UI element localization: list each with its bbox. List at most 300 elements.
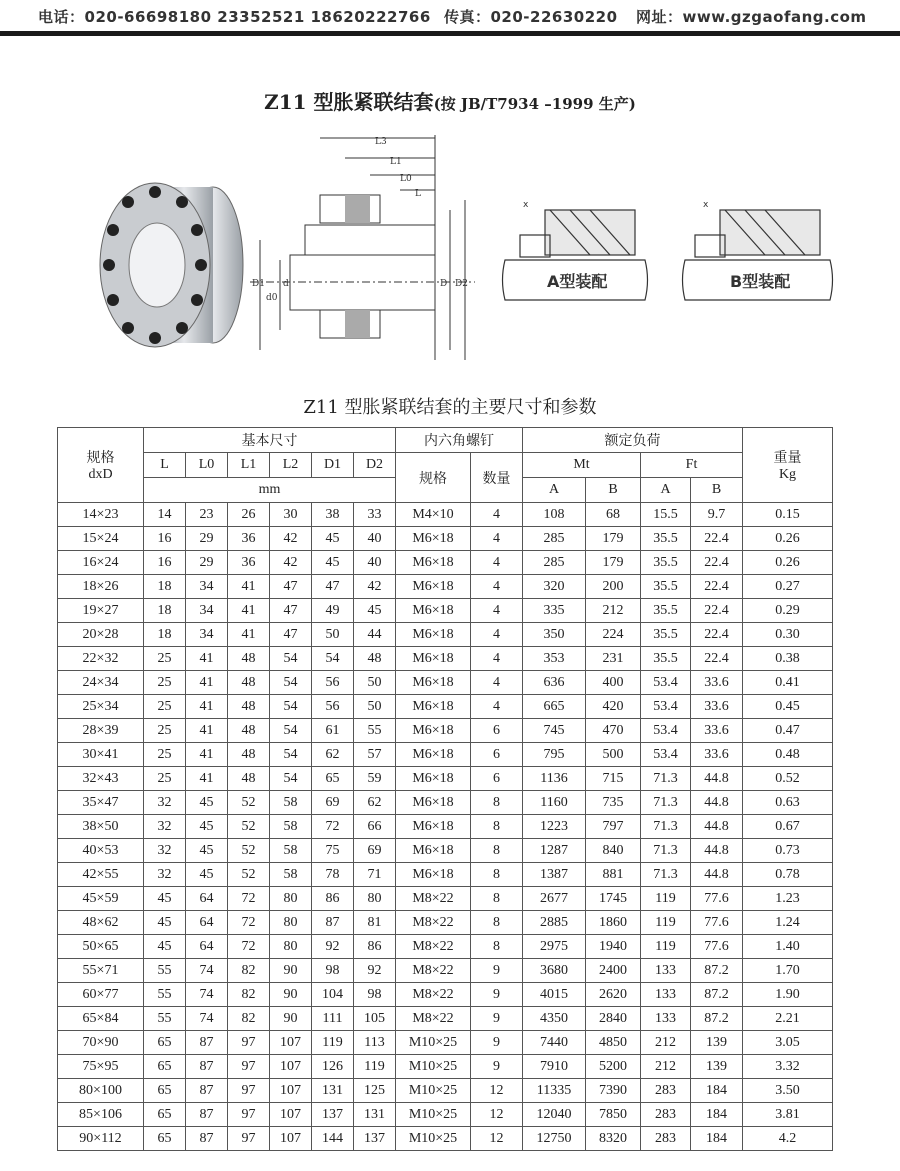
table-cell: 65 bbox=[144, 1031, 186, 1055]
table-cell: 0.27 bbox=[743, 575, 833, 599]
table-cell: 92 bbox=[354, 959, 396, 983]
basic-size-header: 基本尺寸 bbox=[144, 428, 396, 453]
table-cell: 119 bbox=[354, 1055, 396, 1079]
table-row bbox=[58, 551, 833, 575]
table-cell: 1.23 bbox=[743, 887, 833, 911]
table-cell: 41 bbox=[228, 575, 270, 599]
table-cell: 2.21 bbox=[743, 1007, 833, 1031]
table-cell: 53.4 bbox=[641, 671, 691, 695]
table-cell: 87 bbox=[186, 1079, 228, 1103]
table-cell: 420 bbox=[586, 695, 641, 719]
table-cell: 80×100 bbox=[58, 1079, 144, 1103]
table-cell: 48 bbox=[228, 743, 270, 767]
label-l0: L0 bbox=[400, 174, 412, 184]
table-cell: 47 bbox=[312, 575, 354, 599]
table-cell: 54 bbox=[270, 719, 312, 743]
table-cell: 3.81 bbox=[743, 1103, 833, 1127]
table-cell: 41 bbox=[186, 719, 228, 743]
table-cell: 745 bbox=[523, 719, 586, 743]
table-cell: 4 bbox=[471, 599, 523, 623]
table-cell: 41 bbox=[228, 599, 270, 623]
table-cell: 1136 bbox=[523, 767, 586, 791]
table-row bbox=[58, 503, 833, 527]
table-cell: 0.26 bbox=[743, 527, 833, 551]
table-cell: 48 bbox=[354, 647, 396, 671]
table-cell: 3.32 bbox=[743, 1055, 833, 1079]
kg-label: Kg bbox=[778, 467, 797, 482]
table-cell: 85×106 bbox=[58, 1103, 144, 1127]
table-cell: 3680 bbox=[523, 959, 586, 983]
table-cell: 0.26 bbox=[743, 551, 833, 575]
table-cell: 49 bbox=[312, 599, 354, 623]
table-cell: 1.70 bbox=[743, 959, 833, 983]
table-cell: 1387 bbox=[523, 863, 586, 887]
table-row bbox=[58, 1031, 833, 1055]
table-cell: 52 bbox=[228, 791, 270, 815]
table-cell: 107 bbox=[270, 1079, 312, 1103]
table-cell: 8320 bbox=[586, 1127, 641, 1151]
table-cell: M6×18 bbox=[396, 551, 471, 575]
table-cell: 53.4 bbox=[641, 719, 691, 743]
table-cell: 50×65 bbox=[58, 935, 144, 959]
table-cell: 75×95 bbox=[58, 1055, 144, 1079]
table-cell: 22.4 bbox=[691, 551, 743, 575]
table-cell: 0.73 bbox=[743, 839, 833, 863]
table-cell: 23 bbox=[186, 503, 228, 527]
table-cell: 7850 bbox=[586, 1103, 641, 1127]
table-cell: 48 bbox=[228, 695, 270, 719]
assembly-diagrams bbox=[495, 195, 840, 310]
table-cell: 35.5 bbox=[641, 551, 691, 575]
table-cell: 131 bbox=[354, 1103, 396, 1127]
table-cell: 29 bbox=[186, 527, 228, 551]
table-cell: 1860 bbox=[586, 911, 641, 935]
table-cell: 29 bbox=[186, 551, 228, 575]
table-cell: 139 bbox=[691, 1031, 743, 1055]
bolt-spec-header: 规格 bbox=[396, 453, 471, 503]
table-cell: 47 bbox=[270, 599, 312, 623]
table-cell: 15.5 bbox=[641, 503, 691, 527]
table-cell: 1.24 bbox=[743, 911, 833, 935]
table-cell: 636 bbox=[523, 671, 586, 695]
table-cell: 58 bbox=[270, 863, 312, 887]
table-cell: 44 bbox=[354, 623, 396, 647]
table-cell: 28×39 bbox=[58, 719, 144, 743]
table-cell: 90 bbox=[270, 983, 312, 1007]
table-cell: 53.4 bbox=[641, 743, 691, 767]
table-cell: 0.48 bbox=[743, 743, 833, 767]
table-cell: 18 bbox=[144, 575, 186, 599]
table-cell: 125 bbox=[354, 1079, 396, 1103]
label-l3: L3 bbox=[375, 137, 387, 147]
table-cell: 16 bbox=[144, 527, 186, 551]
table-cell: 71 bbox=[354, 863, 396, 887]
table-cell: 44.8 bbox=[691, 863, 743, 887]
table-cell: 65 bbox=[144, 1127, 186, 1151]
table-cell: 0.30 bbox=[743, 623, 833, 647]
table-cell: 44.8 bbox=[691, 791, 743, 815]
table-cell: 77.6 bbox=[691, 935, 743, 959]
table-cell: 35.5 bbox=[641, 599, 691, 623]
table-cell: 44.8 bbox=[691, 815, 743, 839]
table-cell: 4015 bbox=[523, 983, 586, 1007]
table-cell: 92 bbox=[312, 935, 354, 959]
table-cell: 2677 bbox=[523, 887, 586, 911]
table-cell: 4850 bbox=[586, 1031, 641, 1055]
table-cell: 45×59 bbox=[58, 887, 144, 911]
table-cell: 53.4 bbox=[641, 695, 691, 719]
table-cell: M6×18 bbox=[396, 671, 471, 695]
table-cell: M6×18 bbox=[396, 575, 471, 599]
table-cell: 50 bbox=[354, 671, 396, 695]
table-cell: 44.8 bbox=[691, 767, 743, 791]
col-l1: L1 bbox=[228, 453, 270, 478]
table-cell: 54 bbox=[270, 671, 312, 695]
table-cell: M6×18 bbox=[396, 791, 471, 815]
table-cell: 33.6 bbox=[691, 743, 743, 767]
table-cell: 22.4 bbox=[691, 527, 743, 551]
table-cell: 71.3 bbox=[641, 767, 691, 791]
table-cell: M6×18 bbox=[396, 599, 471, 623]
label-x-a: x bbox=[523, 200, 529, 210]
table-cell: 25 bbox=[144, 695, 186, 719]
table-cell: 0.67 bbox=[743, 815, 833, 839]
table-cell: 54 bbox=[270, 695, 312, 719]
table-cell: 74 bbox=[186, 959, 228, 983]
table-cell: 4 bbox=[471, 647, 523, 671]
table-row bbox=[58, 815, 833, 839]
table-cell: 40 bbox=[354, 527, 396, 551]
table-cell: 4 bbox=[471, 551, 523, 575]
table-cell: M8×22 bbox=[396, 959, 471, 983]
table-cell: 7390 bbox=[586, 1079, 641, 1103]
table-cell: 64 bbox=[186, 935, 228, 959]
page-title bbox=[0, 86, 900, 115]
table-cell: 52 bbox=[228, 815, 270, 839]
table-cell: 32×43 bbox=[58, 767, 144, 791]
table-cell: 0.41 bbox=[743, 671, 833, 695]
table-cell: 48 bbox=[228, 767, 270, 791]
table-cell: 90×112 bbox=[58, 1127, 144, 1151]
table-cell: 54 bbox=[270, 647, 312, 671]
table-cell: 55 bbox=[354, 719, 396, 743]
table-cell: 97 bbox=[228, 1031, 270, 1055]
table-cell: 4 bbox=[471, 695, 523, 719]
table-cell: 82 bbox=[228, 959, 270, 983]
table-row bbox=[58, 575, 833, 599]
table-cell: 24×34 bbox=[58, 671, 144, 695]
table-cell: 20×28 bbox=[58, 623, 144, 647]
table-cell: 56 bbox=[312, 671, 354, 695]
table-cell: 840 bbox=[586, 839, 641, 863]
table-cell: 35.5 bbox=[641, 527, 691, 551]
table-cell: 4.2 bbox=[743, 1127, 833, 1151]
table-cell: 90 bbox=[270, 959, 312, 983]
table-cell: 78 bbox=[312, 863, 354, 887]
table-cell: 97 bbox=[228, 1055, 270, 1079]
table-cell: 41 bbox=[186, 671, 228, 695]
table-cell: M6×18 bbox=[396, 743, 471, 767]
table-cell: 8 bbox=[471, 815, 523, 839]
table-cell: 4 bbox=[471, 503, 523, 527]
col-l2: L2 bbox=[270, 453, 312, 478]
table-cell: 97 bbox=[228, 1103, 270, 1127]
table-cell: 71.3 bbox=[641, 815, 691, 839]
table-cell: 400 bbox=[586, 671, 641, 695]
table-cell: 224 bbox=[586, 623, 641, 647]
table-cell: 71.3 bbox=[641, 839, 691, 863]
table-cell: 42 bbox=[270, 527, 312, 551]
table-cell: 8 bbox=[471, 935, 523, 959]
table-cell: 126 bbox=[312, 1055, 354, 1079]
table-cell: 133 bbox=[641, 983, 691, 1007]
assembly-b-label: B型装配 bbox=[730, 272, 791, 291]
table-cell: 33.6 bbox=[691, 695, 743, 719]
table-cell: 52 bbox=[228, 863, 270, 887]
table-cell: 34 bbox=[186, 575, 228, 599]
table-cell: 74 bbox=[186, 1007, 228, 1031]
table-cell: 72 bbox=[312, 815, 354, 839]
table-cell: 35.5 bbox=[641, 623, 691, 647]
table-cell: M8×22 bbox=[396, 983, 471, 1007]
table-cell: 0.38 bbox=[743, 647, 833, 671]
table-row bbox=[58, 527, 833, 551]
table-cell: 9 bbox=[471, 983, 523, 1007]
table-cell: 65×84 bbox=[58, 1007, 144, 1031]
table-cell: 70×90 bbox=[58, 1031, 144, 1055]
table-cell: 48 bbox=[228, 719, 270, 743]
table-cell: 2975 bbox=[523, 935, 586, 959]
table-cell: 16×24 bbox=[58, 551, 144, 575]
table-cell: 283 bbox=[641, 1079, 691, 1103]
table-cell: 71.3 bbox=[641, 863, 691, 887]
table-cell: 38×50 bbox=[58, 815, 144, 839]
table-cell: 69 bbox=[354, 839, 396, 863]
product-photo bbox=[95, 170, 245, 360]
table-row bbox=[58, 983, 833, 1007]
table-cell: 15×24 bbox=[58, 527, 144, 551]
table-cell: 45 bbox=[144, 935, 186, 959]
table-row bbox=[58, 959, 833, 983]
table-row bbox=[58, 1055, 833, 1079]
table-cell: 98 bbox=[354, 983, 396, 1007]
table-cell: 715 bbox=[586, 767, 641, 791]
table-cell: 8 bbox=[471, 863, 523, 887]
table-row bbox=[58, 647, 833, 671]
table-cell: 45 bbox=[312, 551, 354, 575]
ft-header: Ft bbox=[641, 453, 743, 478]
rated-load-header: 额定负荷 bbox=[523, 428, 743, 453]
table-cell: 6 bbox=[471, 743, 523, 767]
table-cell: M8×22 bbox=[396, 1007, 471, 1031]
table-cell: 75 bbox=[312, 839, 354, 863]
table-cell: 4 bbox=[471, 575, 523, 599]
table-cell: 22.4 bbox=[691, 647, 743, 671]
table-cell: 107 bbox=[270, 1127, 312, 1151]
table-cell: 64 bbox=[186, 911, 228, 935]
table-cell: 98 bbox=[312, 959, 354, 983]
table-cell: 212 bbox=[586, 599, 641, 623]
table-cell: 0.52 bbox=[743, 767, 833, 791]
table-cell: 81 bbox=[354, 911, 396, 935]
table-cell: 104 bbox=[312, 983, 354, 1007]
table-cell: 184 bbox=[691, 1079, 743, 1103]
table-cell: 1.40 bbox=[743, 935, 833, 959]
table-cell: 5200 bbox=[586, 1055, 641, 1079]
table-cell: 4 bbox=[471, 623, 523, 647]
table-cell: 320 bbox=[523, 575, 586, 599]
table-cell: 9 bbox=[471, 1055, 523, 1079]
table-cell: 69 bbox=[312, 791, 354, 815]
label-d: d bbox=[283, 279, 289, 289]
table-cell: 34 bbox=[186, 599, 228, 623]
table-cell: 40 bbox=[354, 551, 396, 575]
spec-table bbox=[57, 427, 833, 1151]
table-cell: 108 bbox=[523, 503, 586, 527]
table-cell: 107 bbox=[270, 1103, 312, 1127]
weight-label: 重量 bbox=[773, 451, 802, 466]
table-cell: 45 bbox=[186, 839, 228, 863]
table-cell: 25 bbox=[144, 767, 186, 791]
table-cell: M8×22 bbox=[396, 911, 471, 935]
table-cell: 33.6 bbox=[691, 719, 743, 743]
table-cell: 1287 bbox=[523, 839, 586, 863]
table-cell: 1223 bbox=[523, 815, 586, 839]
table-row bbox=[58, 767, 833, 791]
table-row bbox=[58, 911, 833, 935]
table-cell: 353 bbox=[523, 647, 586, 671]
table-cell: M8×22 bbox=[396, 887, 471, 911]
table-cell: 12 bbox=[471, 1103, 523, 1127]
table-cell: 1745 bbox=[586, 887, 641, 911]
table-cell: 111 bbox=[312, 1007, 354, 1031]
table-cell: 4350 bbox=[523, 1007, 586, 1031]
table-cell: 133 bbox=[641, 959, 691, 983]
table-cell: 58 bbox=[270, 815, 312, 839]
table-cell: 133 bbox=[641, 1007, 691, 1031]
title-note: (按 JB/T7934 –1999 生产) bbox=[433, 95, 636, 113]
table-cell: 61 bbox=[312, 719, 354, 743]
table-cell: 18×26 bbox=[58, 575, 144, 599]
bolt-header: 内六角螺钉 bbox=[396, 428, 523, 453]
table-cell: 9 bbox=[471, 1031, 523, 1055]
table-row bbox=[58, 887, 833, 911]
fax-text: 传真：020-22630220 bbox=[444, 8, 618, 26]
table-cell: 33.6 bbox=[691, 671, 743, 695]
table-cell: 139 bbox=[691, 1055, 743, 1079]
table-cell: 41 bbox=[186, 767, 228, 791]
table-cell: 50 bbox=[312, 623, 354, 647]
table-row bbox=[58, 671, 833, 695]
table-cell: 2885 bbox=[523, 911, 586, 935]
ft-a-header: A bbox=[641, 478, 691, 503]
table-cell: 283 bbox=[641, 1127, 691, 1151]
table-cell: 62 bbox=[312, 743, 354, 767]
table-cell: M6×18 bbox=[396, 767, 471, 791]
table-row bbox=[58, 743, 833, 767]
table-cell: 18 bbox=[144, 599, 186, 623]
table-cell: 30 bbox=[270, 503, 312, 527]
table-cell: 45 bbox=[144, 887, 186, 911]
table-cell: 97 bbox=[228, 1079, 270, 1103]
spec-header bbox=[58, 428, 144, 503]
table-cell: 86 bbox=[312, 887, 354, 911]
table-cell: 12750 bbox=[523, 1127, 586, 1151]
table-cell: 665 bbox=[523, 695, 586, 719]
table-cell: 26 bbox=[228, 503, 270, 527]
table-cell: 80 bbox=[354, 887, 396, 911]
table-cell: 65 bbox=[144, 1103, 186, 1127]
table-cell: 22.4 bbox=[691, 599, 743, 623]
table-cell: 7440 bbox=[523, 1031, 586, 1055]
table-cell: 179 bbox=[586, 551, 641, 575]
table-cell: 72 bbox=[228, 887, 270, 911]
table-cell: 137 bbox=[354, 1127, 396, 1151]
table-body bbox=[58, 503, 833, 1151]
table-cell: 25 bbox=[144, 743, 186, 767]
table-cell: 283 bbox=[641, 1103, 691, 1127]
table-cell: 9 bbox=[471, 1007, 523, 1031]
table-cell: 55 bbox=[144, 983, 186, 1007]
table-cell: 14 bbox=[144, 503, 186, 527]
table-cell: 32 bbox=[144, 791, 186, 815]
table-cell: 80 bbox=[270, 935, 312, 959]
table-cell: M10×25 bbox=[396, 1127, 471, 1151]
table-cell: 795 bbox=[523, 743, 586, 767]
table-cell: 54 bbox=[270, 743, 312, 767]
table-cell: 54 bbox=[270, 767, 312, 791]
table-cell: 12 bbox=[471, 1127, 523, 1151]
table-cell: 47 bbox=[270, 575, 312, 599]
table-cell: 60×77 bbox=[58, 983, 144, 1007]
table-cell: 35.5 bbox=[641, 575, 691, 599]
table-cell: 0.78 bbox=[743, 863, 833, 887]
table-cell: 9 bbox=[471, 959, 523, 983]
table-cell: 12 bbox=[471, 1079, 523, 1103]
table-cell: 16 bbox=[144, 551, 186, 575]
table-cell: M6×18 bbox=[396, 863, 471, 887]
spec-label: 规格 bbox=[86, 451, 115, 466]
table-cell: 2620 bbox=[586, 983, 641, 1007]
table-cell: 82 bbox=[228, 1007, 270, 1031]
table-cell: 25×34 bbox=[58, 695, 144, 719]
table-cell: 87 bbox=[186, 1103, 228, 1127]
table-row bbox=[58, 695, 833, 719]
header-row-1 bbox=[58, 428, 833, 453]
table-cell: 144 bbox=[312, 1127, 354, 1151]
table-cell: 87.2 bbox=[691, 1007, 743, 1031]
table-cell: M6×18 bbox=[396, 839, 471, 863]
label-big-d: D bbox=[440, 279, 448, 289]
table-cell: 3.05 bbox=[743, 1031, 833, 1055]
table-cell: 80 bbox=[270, 887, 312, 911]
table-cell: 87 bbox=[186, 1055, 228, 1079]
table-cell: 33 bbox=[354, 503, 396, 527]
table-cell: M4×10 bbox=[396, 503, 471, 527]
table-cell: 42 bbox=[270, 551, 312, 575]
table-cell: 231 bbox=[586, 647, 641, 671]
label-x-b: x bbox=[703, 200, 709, 210]
table-cell: 1.90 bbox=[743, 983, 833, 1007]
table-cell: M6×18 bbox=[396, 527, 471, 551]
phone-text bbox=[38, 6, 431, 27]
table-cell: 87 bbox=[186, 1031, 228, 1055]
table-cell: 45 bbox=[312, 527, 354, 551]
table-row bbox=[58, 1007, 833, 1031]
table-cell: 56 bbox=[312, 695, 354, 719]
table-row bbox=[58, 719, 833, 743]
table-row bbox=[58, 935, 833, 959]
